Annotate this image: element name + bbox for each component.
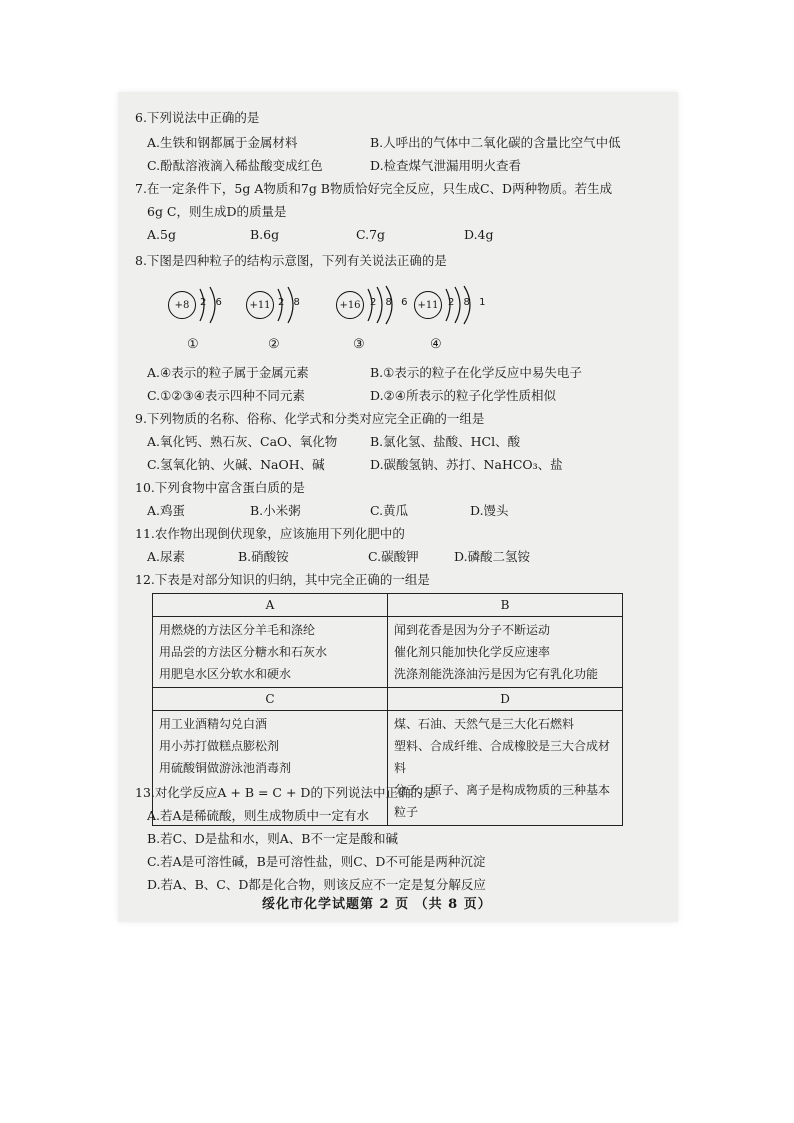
q10-stem: 10.下列食物中富含蛋白质的是 xyxy=(135,480,305,495)
table-line: 洗涤剂能洗涤油污是因为它有乳化功能 xyxy=(394,667,599,681)
atom-diagram-4 xyxy=(414,285,504,335)
table-line: 塑料、合成纤维、合成橡胶是三大合成材料 xyxy=(394,739,611,775)
q7-option-c: C.7g xyxy=(356,227,386,242)
q9-option-c: C.氢氧化钠、火碱、NaOH、碱 xyxy=(147,457,325,472)
bleed-through xyxy=(540,115,544,128)
q11-stem: 11.农作物出现倒伏现象，应该施用下列化肥中的 xyxy=(135,526,405,541)
q9-option-d: D.碳酸氢钠、苏打、NaHCO₃、盐 xyxy=(370,457,563,472)
q10-option-b: B.小米粥 xyxy=(250,503,301,518)
table-line: 用工业酒精勾兑白酒 xyxy=(159,717,268,731)
atom-label-2: ② xyxy=(268,337,280,352)
table-header-a: A xyxy=(153,594,388,617)
q13-option-b: B.若C、D是盐和水，则A、B不一定是酸和碱 xyxy=(147,831,398,846)
q11-option-c: C.碳酸钾 xyxy=(368,549,419,564)
table-line: 用小苏打做糕点膨松剂 xyxy=(159,739,280,753)
electron-counts: 2 6 xyxy=(200,297,225,308)
q9-option-b: B.氯化氢、盐酸、HCl、酸 xyxy=(370,434,521,449)
table-line: 用硫酸铜做游泳池消毒剂 xyxy=(159,761,292,775)
atom-diagram-1 xyxy=(168,285,258,335)
table-line: 闻到花香是因为分子不断运动 xyxy=(394,623,551,637)
table-line: 用燃烧的方法区分羊毛和涤纶 xyxy=(159,623,316,637)
table-line: 催化剂只能加快化学反应速率 xyxy=(394,645,551,659)
q8-option-c: C.①②③④表示四种不同元素 xyxy=(147,388,305,403)
q10-option-d: D.馒头 xyxy=(470,503,509,518)
q8-stem: 8.下图是四种粒子的结构示意图，下列有关说法正确的是 xyxy=(135,253,447,268)
table-cell-d xyxy=(388,711,623,826)
q7-option-d: D.4g xyxy=(464,227,494,242)
electron-counts: 2 8 1 xyxy=(448,297,489,308)
nucleus: +16 xyxy=(336,291,364,319)
q6-option-c: C.酚酞溶液滴入稀盐酸变成红色 xyxy=(147,158,323,173)
q6-option-d: D.检查煤气泄漏用明火查看 xyxy=(370,158,522,173)
q12-stem: 12.下表是对部分知识的归纳，其中完全正确的一组是 xyxy=(135,572,430,587)
q6-option-a: A.生铁和钢都属于金属材料 xyxy=(147,135,298,150)
q8-option-b: B.①表示的粒子在化学反应中易失电子 xyxy=(370,365,582,380)
q7-stem-line1: 7.在一定条件下，5g A物质和7g B物质恰好完全反应，只生成C、D两种物质。若生成 xyxy=(135,181,613,196)
q6-option-b: B.人呼出的气体中二氧化碳的含量比空气中低 xyxy=(370,135,621,150)
nucleus: +11 xyxy=(414,291,442,319)
atom-diagram-2 xyxy=(246,285,336,335)
atom-label-3: ③ xyxy=(353,337,365,352)
q7-option-b: B.6g xyxy=(250,227,280,242)
table-line: 用品尝的方法区分糖水和石灰水 xyxy=(159,645,328,659)
table-header-c: C xyxy=(153,688,388,711)
table-line: 分子、原子、离子是构成物质的三种基本粒子 xyxy=(394,783,611,819)
q8-option-d: D.②④所表示的粒子化学性质相似 xyxy=(370,388,556,403)
q11-option-a: A.尿素 xyxy=(147,549,186,564)
table-line: 煤、石油、天然气是三大化石燃料 xyxy=(394,717,575,731)
table-cell-a xyxy=(153,617,388,688)
table-line: 用肥皂水区分软水和硬水 xyxy=(159,667,292,681)
nucleus: +11 xyxy=(246,291,274,319)
q11-option-b: B.硝酸铵 xyxy=(238,549,289,564)
atom-diagram-3 xyxy=(336,285,426,335)
q13-option-a: A.若A是稀硫酸，则生成物质中一定有水 xyxy=(147,808,370,823)
atom-label-1: ① xyxy=(187,337,199,352)
q8-option-a: A.④表示的粒子属于金属元素 xyxy=(147,365,309,380)
nucleus: +8 xyxy=(168,291,196,319)
table-header-d: D xyxy=(388,688,623,711)
q9-stem: 9.下列物质的名称、俗称、化学式和分类对应完全正确的一组是 xyxy=(135,411,485,426)
electron-counts: 2 8 6 xyxy=(370,297,411,308)
q13-option-d: D.若A、B、C、D都是化合物，则该反应不一定是复分解反应 xyxy=(147,877,486,892)
q6-stem: 6.下列说法中正确的是 xyxy=(135,110,260,125)
atom-label-4: ④ xyxy=(430,337,442,352)
q7-stem-line2: 6g C，则生成D的质量是 xyxy=(147,204,287,219)
table-header-b: B xyxy=(388,594,623,617)
q7-option-a: A.5g xyxy=(147,227,176,242)
page-footer: 绥化市化学试题第 2 页 （共 8 页） xyxy=(262,897,492,912)
q9-option-a: A.氧化钙、熟石灰、CaO、氧化物 xyxy=(147,434,338,449)
q13-option-c: C.若A是可溶性碱，B是可溶性盐，则C、D不可能是两种沉淀 xyxy=(147,854,486,869)
q10-option-a: A.鸡蛋 xyxy=(147,503,186,518)
table-cell-b xyxy=(388,617,623,688)
q11-option-d: D.磷酸二氢铵 xyxy=(454,549,531,564)
q13-stem: 13.对化学反应A + B = C + D的下列说法中正确的是 xyxy=(135,785,436,800)
electron-counts: 2 8 xyxy=(278,297,303,308)
q10-option-c: C.黄瓜 xyxy=(370,503,409,518)
